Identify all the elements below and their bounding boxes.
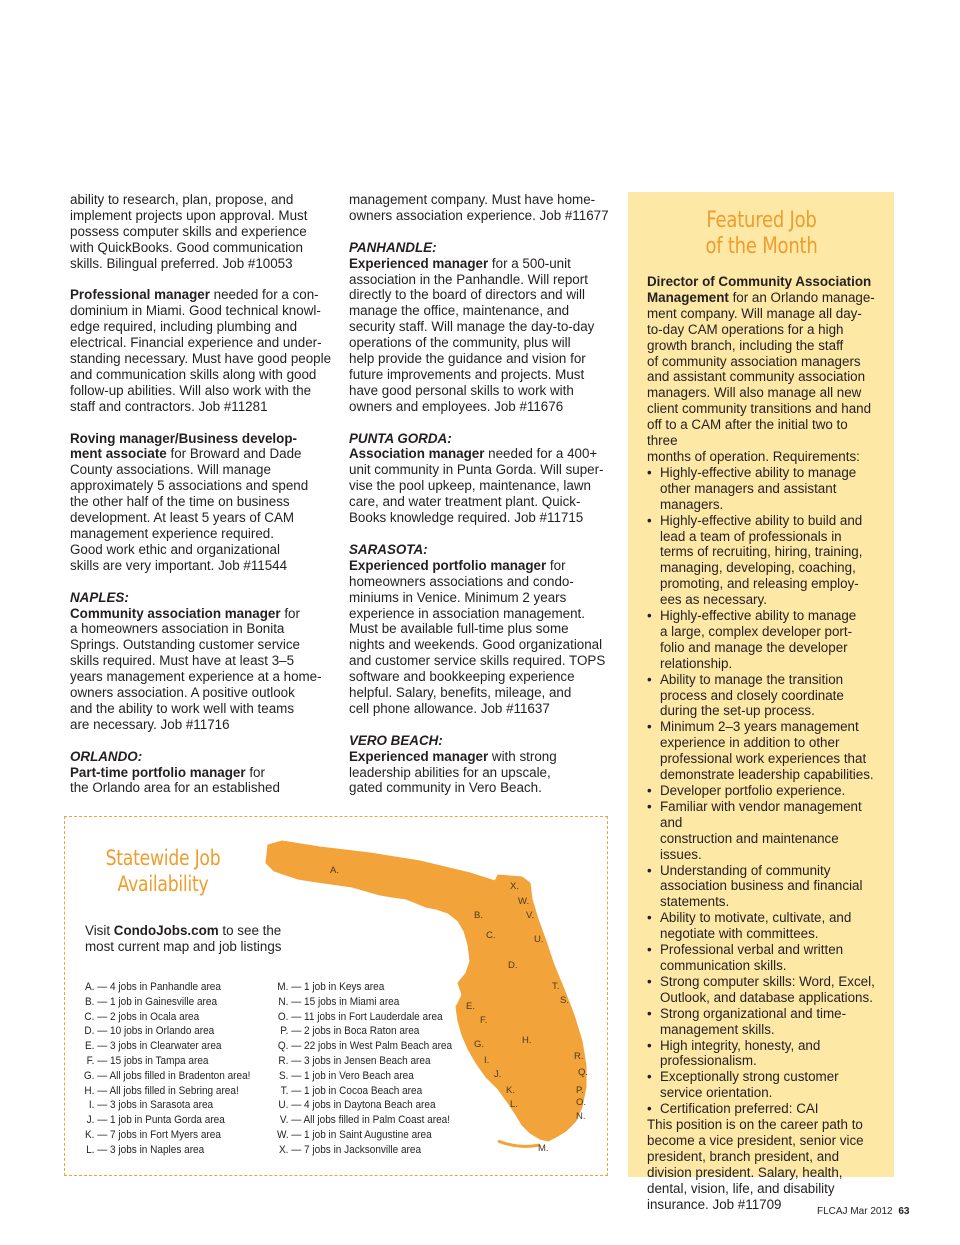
area-letter: G. (83, 1069, 95, 1082)
region-heading: PUNTA GORDA: (349, 430, 452, 446)
map-marker-label: U. (534, 934, 544, 945)
job-count-text: — 3 jobs in Naples area (94, 1143, 205, 1156)
job-count-item (83, 1098, 250, 1113)
job-count-item (277, 1024, 452, 1039)
listing-title: Experienced manager (349, 255, 489, 271)
job-count-item (83, 995, 250, 1010)
featured-job-outro: This position is on the career path to become a vice president, senior vice president, branch president, and division president. Salary, health, dental, vision, life, and disability insurance. Job #11709 (647, 1117, 864, 1212)
area-letter: O. (277, 1010, 289, 1023)
job-count-text: — 1 job in Keys area (288, 981, 385, 993)
job-count-item (83, 1084, 250, 1099)
job-count-text: — 2 jobs in Boca Raton area (288, 1025, 420, 1038)
issue-date: Mar 2012 (850, 1206, 893, 1217)
area-letter: A. (84, 981, 95, 993)
requirement-text: Highly-effective ability to manage other managers and assistant managers. (660, 464, 857, 512)
requirement-item (647, 974, 876, 1006)
region-heading: NAPLES: (70, 589, 129, 605)
florida-keys (498, 1141, 540, 1146)
listing-body: for a homeowners association in Bonita Springs. Outstanding customer service skills required. Must have at least 3–5 years management experience at a home- owners association. A positive outlook and the ability to work well with teams are necessary. Job #11716 (70, 605, 322, 732)
area-letter: T. (280, 1084, 289, 1097)
bullet-icon: • (647, 512, 652, 528)
listing-title: Experienced portfolio manager (349, 557, 547, 573)
area-letter: M. (277, 981, 289, 993)
job-listings-column-2 (349, 192, 611, 812)
map-marker-label: O. (576, 1097, 587, 1108)
requirement-text: Ability to manage the transition process and closely coordinate during the set-up process. (660, 671, 844, 719)
requirements-list (647, 465, 876, 1117)
requirement-text: Professional verbal and written communication skills. (660, 942, 844, 973)
region-heading: ORLANDO: (70, 748, 143, 764)
map-marker-label: V. (526, 910, 535, 921)
area-letter: B. (84, 995, 95, 1008)
area-letter: H. (84, 1084, 95, 1097)
listing-title: Professional manager (70, 287, 210, 303)
listing-title: Roving manager/Business develop- ment associate (70, 430, 297, 462)
job-count-text: — 22 jobs in West Palm Beach area (288, 1040, 453, 1053)
requirement-text: Exceptionally strong customer service orientation. (660, 1069, 839, 1101)
area-letter: X. (278, 1143, 289, 1156)
listing-title: Experienced manager (349, 748, 489, 764)
statewide-job-availability-box (64, 816, 608, 1176)
map-marker-label: N. (576, 1111, 586, 1122)
requirement-item (647, 513, 876, 608)
job-count-text: — 4 jobs in Panhandle area (94, 981, 221, 993)
area-letter: J. (86, 1114, 95, 1127)
area-letter: U. (278, 1099, 289, 1112)
job-count-text: — 2 jobs in Ocala area (94, 1010, 200, 1023)
requirement-item (647, 799, 876, 863)
requirement-item (647, 910, 876, 942)
map-marker-label: I. (484, 1055, 490, 1066)
requirement-text: Strong organizational and time- management skills. (660, 1005, 847, 1037)
area-letter: R. (278, 1054, 289, 1067)
job-count-text: — 1 job in Saint Augustine area (288, 1128, 432, 1141)
requirement-item (647, 942, 876, 974)
map-marker-label: B. (474, 910, 483, 921)
page-number: 63 (898, 1206, 910, 1217)
region-heading: SARASOTA: (349, 541, 428, 557)
requirement-item (647, 608, 876, 672)
map-marker-label: G. (474, 1039, 485, 1050)
listing-naples (70, 590, 332, 733)
bullet-icon: • (647, 798, 652, 814)
listing-paragraph: management company. Must have home- owners association experience. Job #11677 (349, 192, 609, 223)
bullet-icon: • (647, 1037, 652, 1053)
featured-job-position: Director of Community Association Management (647, 274, 872, 305)
area-letter: C. (84, 1010, 95, 1023)
visit-prefix: Visit (85, 923, 114, 938)
requirement-item (647, 1101, 876, 1117)
listing-body: needed for a con- dominium in Miami. Good technical knowl- edge required, including plumbing and electrical. Financial experience and under- standing necessary. Must have good people and communication skills along with good follow-up abilities. Will also work with the staff and contractors. Job #11281 (70, 287, 332, 414)
map-marker-label: C. (486, 930, 496, 941)
requirement-item (647, 465, 876, 513)
job-count-text: — All jobs filled in Bradenton area! (94, 1069, 251, 1082)
publication-name: FLCAJ (817, 1206, 848, 1217)
jobs-list-right (277, 980, 452, 1158)
map-marker-label: X. (510, 881, 519, 892)
listing-roving-manager (70, 431, 332, 574)
listing-professional-manager (70, 287, 332, 414)
map-marker-label: T. (552, 981, 560, 992)
job-count-item (277, 1054, 452, 1069)
area-letter: K. (84, 1128, 95, 1141)
job-count-item (277, 995, 452, 1010)
job-count-item (83, 980, 250, 995)
listing-panhandle (349, 240, 611, 415)
area-letter: P. (280, 1025, 289, 1038)
bullet-icon: • (647, 719, 652, 735)
listing-title: Community association manager (70, 605, 281, 621)
job-count-item (277, 1039, 452, 1054)
requirement-text: Minimum 2–3 years management experience in addition to other professional work experiences that demonstrate leadership capabilities. (660, 719, 874, 783)
bullet-icon: • (647, 942, 652, 958)
requirement-text: Certification preferred: CAI (660, 1101, 819, 1117)
job-count-text: — 3 jobs in Jensen Beach area (288, 1054, 431, 1067)
map-marker-label: H. (522, 1035, 532, 1046)
map-marker-label: D. (508, 960, 518, 971)
jobs-list-left (83, 980, 250, 1158)
requirement-text: Strong computer skills: Word, Excel, Outlook, and database applications. (660, 973, 875, 1005)
job-count-text: — All jobs filled in Palm Coast area! (288, 1114, 451, 1127)
listing-body: for a 500-unit association in the Panhandle. Will report directly to the board of directors and will manage the office, maintenance, and security staff. Will manage the day-to-day operations of the community, plus will help provide the guidance and vision for future improvements and projects. Must have good personal skills to work with owners and employees. Job #11676 (349, 255, 595, 414)
requirement-text: High integrity, honesty, and professionalism. (660, 1037, 821, 1069)
map-marker-label: M. (538, 1143, 549, 1154)
job-count-item (83, 1113, 250, 1128)
area-letter: W. (277, 1128, 289, 1141)
listing-body: for the Orlando area for an established (70, 764, 280, 796)
requirement-item (647, 1069, 876, 1101)
listing-punta-gorda (349, 431, 611, 526)
requirement-text: Developer portfolio experience. (660, 783, 846, 798)
map-marker-label: J. (494, 1069, 502, 1080)
job-count-text: — 1 job in Cocoa Beach area (288, 1084, 423, 1097)
map-marker-label: E. (466, 1001, 475, 1012)
page-footer (817, 1206, 910, 1217)
area-letter: E. (84, 1040, 95, 1053)
area-letter: F. (86, 1054, 95, 1067)
job-count-text: — 4 jobs in Daytona Beach area (288, 1099, 436, 1112)
job-count-item (83, 1069, 250, 1084)
requirement-item (647, 1038, 876, 1070)
job-count-item (83, 1024, 250, 1039)
bullet-icon: • (647, 862, 652, 878)
requirement-text: Highly-effective ability to manage a large, complex developer port- folio and manage the developer relationship. (660, 608, 857, 671)
area-letter: N. (278, 995, 289, 1008)
map-marker-label: L. (510, 1099, 518, 1110)
job-count-text: — 11 jobs in Fort Lauderdale area (288, 1010, 443, 1023)
condojobs-link[interactable]: CondoJobs.com (113, 923, 219, 938)
listing-body: for Broward and Dade County associations. Will manage approximately 5 associations and spend the other half of the time on business development. At least 5 years of CAM management experience required. Good work ethic and organizational skills are very important. Job #11544 (70, 446, 309, 573)
listing-sarasota (349, 542, 611, 717)
job-count-text: — 1 job in Punta Gorda area (94, 1114, 225, 1127)
job-count-item (83, 1143, 250, 1158)
listing-title: Association manager (349, 446, 485, 462)
job-count-text: — 7 jobs in Fort Myers area (94, 1128, 221, 1141)
map-marker-label: F. (480, 1015, 488, 1026)
job-count-text: — 3 jobs in Sarasota area (94, 1099, 214, 1112)
job-count-item (277, 1128, 452, 1143)
job-count-item (83, 1128, 250, 1143)
job-count-item (277, 980, 452, 995)
map-marker-label: K. (506, 1085, 515, 1096)
region-heading: VERO BEACH: (349, 732, 443, 748)
listing-body: needed for a 400+ unit community in Punta Gorda. Will super- vise the pool upkeep, maintenance, lawn care, and water treatment plant. Quick- Books knowledge required. Job #11715 (349, 446, 604, 526)
visit-suffix: to see the most current map and job listings (85, 923, 282, 954)
job-count-item (277, 1010, 452, 1025)
job-count-item (83, 1039, 250, 1054)
requirement-text: Familiar with vendor management and construction and maintenance issues. (660, 798, 862, 862)
bullet-icon: • (647, 910, 652, 926)
requirement-item (647, 863, 876, 911)
area-letter: S. (278, 1069, 289, 1082)
requirement-item (647, 783, 876, 799)
listing-body: with strong leadership abilities for an upscale, gated community in Vero Beach. (349, 748, 557, 796)
job-count-text: — All jobs filled in Sebring area! (94, 1084, 239, 1097)
map-marker-label: S. (560, 995, 569, 1006)
map-marker-label: P. (576, 1085, 584, 1096)
area-letter: V. (279, 1114, 289, 1127)
requirement-item (647, 1006, 876, 1038)
job-listings-column-1 (70, 192, 332, 812)
listing-orlando (70, 749, 332, 797)
area-letter: I. (88, 1099, 95, 1112)
bullet-icon: • (647, 783, 652, 798)
map-marker-label: A. (330, 865, 339, 876)
job-count-item (83, 1054, 250, 1069)
bullet-icon: • (647, 973, 652, 989)
listing-vero-beach (349, 733, 611, 797)
listing-body: for homeowners associations and condo- miniums in Venice. Minimum 2 years experience in association management. Must be available full-time plus some nights and weekends. Good organizational and customer service skills required. TOPS software and bookkeeping experience helpful. Salary, benefits, mileage, and cell phone allowance. Job #11637 (349, 557, 606, 716)
area-letter: Q. (277, 1040, 289, 1053)
job-count-text: — 1 job in Gainesville area (94, 995, 218, 1008)
job-count-item (277, 1084, 452, 1099)
job-count-item (83, 1010, 250, 1025)
area-letter: L. (86, 1143, 95, 1156)
listing-paragraph: ability to research, plan, propose, and implement projects upon approval. Must possess computer skills and experience with QuickBooks. Good communication skills. Bilingual preferred. Job #10053 (70, 192, 308, 271)
map-marker-label: R. (574, 1051, 584, 1062)
job-count-item (277, 1098, 452, 1113)
featured-job-description: for an Orlando manage- ment company. Will manage all day- to-day CAM operations for a high growth branch, including the staff of community association managers and assistant community association managers. Will also manage all new client community transitions and hand off to a CAM after the initial two to three months of operation. Requirements: (647, 289, 875, 464)
map-marker-label: Q. (578, 1067, 589, 1078)
listing-title: Part-time portfolio manager (70, 764, 246, 780)
job-count-text: — 7 jobs in Jacksonville area (288, 1143, 422, 1156)
bullet-icon: • (647, 1069, 652, 1085)
job-count-text: — 1 job in Vero Beach area (288, 1069, 414, 1082)
job-count-text: — 3 jobs in Clearwater area (94, 1040, 222, 1053)
area-letter: D. (84, 1025, 95, 1038)
bullet-icon: • (647, 1005, 652, 1021)
bullet-icon: • (647, 464, 652, 480)
bullet-icon: • (647, 1101, 652, 1117)
job-count-text: — 10 jobs in Orlando area (94, 1025, 215, 1038)
job-count-text: — 15 jobs in Miami area (288, 995, 400, 1008)
requirement-text: Ability to motivate, cultivate, and negotiate with committees. (660, 910, 852, 942)
job-count-item (277, 1069, 452, 1084)
job-count-item (277, 1113, 452, 1128)
featured-job-title: Featured Job of the Month (705, 208, 818, 259)
requirement-item (647, 719, 876, 783)
job-count-item (277, 1143, 452, 1158)
requirement-text: Highly-effective ability to build and lead a team of professionals in terms of recruiting, hiring, training, managing, developing, coaching, promoting, and releasing employ- ees as necessary. (660, 512, 863, 608)
bullet-icon: • (647, 671, 652, 687)
region-heading: PANHANDLE: (349, 239, 437, 255)
featured-job-intro (647, 274, 876, 465)
job-count-text: — 15 jobs in Tampa area (94, 1054, 209, 1067)
requirement-item (647, 672, 876, 720)
bullet-icon: • (647, 608, 652, 624)
map-marker-label: W. (518, 896, 530, 907)
requirement-text: Understanding of community association business and financial statements. (660, 862, 863, 910)
statewide-title: Statewide Job Availability (105, 846, 221, 896)
